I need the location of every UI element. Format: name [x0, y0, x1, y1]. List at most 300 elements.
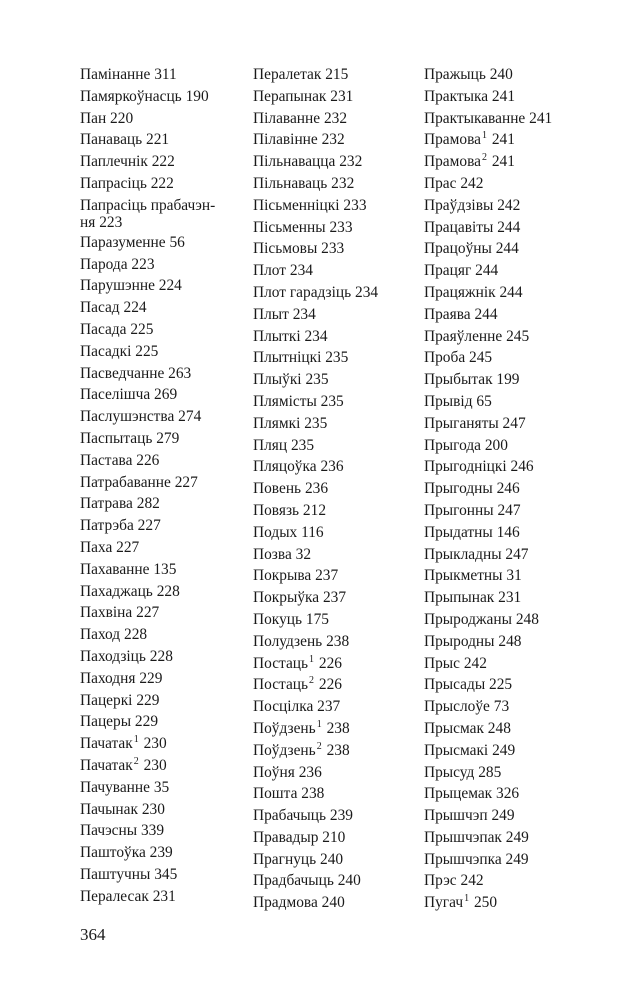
entry-word: Пісьменніцкі	[253, 196, 340, 214]
entry-page: 227	[137, 517, 161, 535]
index-entry	[80, 733, 240, 755]
entry-word: Праяўленне	[424, 327, 503, 345]
index-entry	[80, 668, 240, 690]
index-entry	[80, 232, 240, 254]
entry-word: Пачатак	[80, 735, 133, 753]
entry-page: 227	[136, 604, 160, 622]
index-entry	[80, 559, 240, 581]
entry-word: Поўдзень	[253, 719, 316, 737]
entry-page: 237	[322, 589, 347, 607]
entry-page: 226	[318, 654, 342, 672]
entry-word: Паха	[80, 538, 113, 556]
entry-word: Пачатак	[80, 756, 133, 774]
entry-page: 73	[493, 698, 510, 716]
entry-page: 31	[506, 567, 522, 585]
entry-word: Прагнуць	[253, 850, 317, 868]
entry-page: 230	[143, 735, 167, 753]
entry-page: 246	[510, 458, 534, 476]
entry-page: 221	[146, 131, 170, 149]
index-entry	[253, 609, 413, 631]
entry-page: 233	[343, 196, 367, 214]
index-entry	[253, 762, 413, 784]
entry-word: Прысуд	[424, 763, 475, 781]
entry-word: Пацеры	[80, 713, 132, 731]
index-entry	[253, 282, 413, 304]
entry-word: Практыка	[424, 87, 489, 105]
entry-homonym-number: 2	[481, 152, 487, 164]
entry-word: Позва	[253, 545, 292, 563]
entry-page: 238	[301, 785, 325, 803]
entry-word: Прыпынак	[424, 589, 495, 607]
index-entry	[80, 690, 240, 712]
entry-word: Паштучны	[80, 865, 151, 883]
entry-page: 231	[330, 87, 354, 105]
index-entry	[424, 609, 594, 631]
entry-word: Пахаджаць	[80, 582, 153, 600]
index-entry	[253, 783, 413, 805]
entry-word: Паселішча	[80, 386, 151, 404]
entry-word: Пілавінне	[253, 131, 318, 149]
entry-word: Паспытаць	[80, 429, 153, 447]
entry-word: Панаваць	[80, 131, 143, 149]
entry-page: 146	[496, 523, 520, 541]
entry-page: 135	[153, 560, 177, 578]
entry-word: Плямісты	[253, 392, 317, 410]
entry-word: Працавіты	[424, 218, 494, 236]
entry-word: Пляцоўка	[253, 458, 317, 476]
entry-word: Покрыўка	[253, 589, 320, 607]
entry-word: Прабачыць	[253, 807, 327, 825]
entry-word: Проба	[424, 349, 466, 367]
index-entry	[253, 326, 413, 348]
entry-word: Прас	[424, 174, 457, 192]
index-entry	[253, 129, 413, 151]
entry-page: 230	[141, 800, 165, 818]
index-entry	[424, 740, 594, 762]
index-entry	[80, 297, 240, 319]
entry-page: 238	[326, 632, 350, 650]
entry-page: 239	[329, 807, 353, 825]
entry-page: 241	[491, 153, 515, 171]
entry-page: 274	[178, 408, 202, 426]
entry-page: 190	[185, 87, 209, 105]
entry-page: 239	[149, 844, 173, 862]
index-entry	[253, 435, 413, 457]
index-entry	[80, 864, 240, 886]
index-entry	[424, 718, 594, 740]
index-entry	[424, 870, 594, 892]
index-entry	[80, 820, 240, 842]
index-entry	[253, 456, 413, 478]
entry-word: Плот гарадзіць	[253, 283, 352, 301]
index-entry	[424, 86, 594, 108]
index-entry	[80, 777, 240, 799]
entry-word: Пісьмовы	[253, 240, 318, 258]
index-entry	[253, 173, 413, 195]
entry-page: 245	[469, 349, 493, 367]
index-entry	[80, 472, 240, 494]
entry-word: Поўдзень	[253, 741, 316, 759]
entry-page: 224	[123, 299, 147, 317]
entry-page: 65	[476, 392, 492, 410]
entry-homonym-number: 1	[464, 893, 470, 905]
entry-page: 247	[502, 414, 526, 432]
entry-word: Пражыць	[424, 66, 486, 83]
entry-word: Паходня	[80, 669, 136, 687]
index-entry	[424, 587, 594, 609]
entry-page: 244	[497, 218, 521, 236]
entry-word: Прыдатны	[424, 523, 493, 541]
index-entry	[253, 238, 413, 260]
entry-homonym-number: 1	[481, 130, 487, 142]
entry-page: 210	[322, 828, 346, 846]
entry-word: Прысмак	[424, 719, 484, 737]
index-entry	[424, 849, 594, 871]
entry-word: Повень	[253, 480, 302, 498]
index-entry	[253, 696, 413, 718]
index-entry	[80, 151, 240, 173]
entry-word: Пахвіна	[80, 604, 133, 622]
entry-word: Пасад	[80, 299, 120, 317]
entry-page: 236	[304, 480, 329, 498]
entry-homonym-number: 1	[316, 718, 322, 730]
entry-word: Прышчэп	[424, 807, 488, 825]
index-entry	[253, 64, 413, 86]
entry-page: 248	[498, 632, 522, 650]
index-entry	[80, 842, 240, 864]
index-entry	[424, 238, 594, 260]
index-entry	[80, 363, 240, 385]
index-entry	[424, 282, 594, 304]
index-entry	[80, 64, 240, 86]
index-entry	[424, 129, 594, 151]
entry-word: Прыбытак	[424, 371, 493, 389]
entry-page: 249	[491, 807, 515, 825]
index-entry	[424, 892, 594, 914]
entry-page: 228	[156, 582, 180, 600]
index-entry	[253, 892, 413, 914]
entry-word: Пілаванне	[253, 109, 321, 127]
index-entry	[80, 755, 240, 777]
index-entry	[424, 674, 594, 696]
entry-page: 226	[318, 676, 342, 694]
index-entry	[80, 711, 240, 733]
entry-page: 228	[124, 626, 148, 644]
index-entry	[253, 849, 413, 871]
entry-word: Плыт	[253, 305, 289, 323]
entry-page: 248	[515, 610, 539, 628]
index-entry	[253, 151, 413, 173]
entry-page: 236	[298, 763, 322, 781]
entry-word: Пільнавацца	[253, 153, 336, 171]
entry-word: Практыкаванне	[424, 109, 526, 127]
index-entry	[424, 347, 594, 369]
entry-word: Прыслоўе	[424, 698, 490, 716]
entry-word: Пацеркі	[80, 691, 133, 709]
index-entry	[424, 805, 594, 827]
entry-word: Подых	[253, 523, 298, 541]
index-entry	[80, 799, 240, 821]
index-entry	[253, 587, 413, 609]
index-entry	[424, 151, 594, 173]
entry-word: Пахаванне	[80, 560, 150, 578]
entry-page: 250	[473, 894, 498, 912]
entry-page: 200	[484, 436, 508, 454]
entry-page: 231	[152, 887, 176, 905]
index-entry	[424, 413, 594, 435]
index-entry	[253, 500, 413, 522]
index-entry	[424, 631, 594, 653]
entry-page: 227	[116, 538, 140, 556]
index-entry	[424, 456, 594, 478]
entry-page: 222	[151, 153, 175, 171]
index-entry	[253, 522, 413, 544]
entry-word: Прыгонны	[424, 501, 494, 519]
entry-page: 246	[496, 480, 520, 498]
entry-word: Прыгода	[424, 436, 481, 454]
index-entry	[424, 435, 594, 457]
entry-page: 227	[174, 473, 198, 491]
entry-page: 263	[168, 364, 192, 382]
entry-word: Повязь	[253, 501, 300, 519]
index-entry	[253, 805, 413, 827]
index-entry	[253, 304, 413, 326]
entry-word: Прысмакі	[424, 741, 489, 759]
entry-word: Паплечнік	[80, 153, 148, 171]
entry-word: Патрэба	[80, 517, 134, 535]
index-entry	[80, 581, 240, 603]
entry-page: 234	[292, 305, 316, 323]
entry-page: 240	[321, 894, 345, 912]
index-entry	[253, 718, 413, 740]
entry-word: Поўня	[253, 763, 295, 781]
entry-page: 241	[491, 131, 515, 149]
entry-page: 244	[499, 283, 523, 301]
index-entry	[80, 195, 240, 232]
entry-page: 282	[136, 495, 160, 513]
entry-homonym-number: 1	[309, 653, 315, 665]
entry-word: Пасадкі	[80, 342, 132, 360]
entry-word: Постаць	[253, 676, 309, 694]
entry-word: Плямкі	[253, 414, 301, 432]
entry-page: 223	[131, 255, 155, 273]
entry-word: Пералетак	[253, 66, 322, 83]
entry-page: 233	[329, 218, 353, 236]
entry-word: Покуць	[253, 610, 303, 628]
entry-page: 238	[326, 719, 350, 737]
entry-page: 240	[489, 66, 513, 83]
index-column-2	[253, 64, 413, 914]
entry-page: 235	[290, 436, 315, 454]
entry-word: Прыкладны	[424, 545, 502, 563]
entry-word: Пугач	[424, 894, 464, 912]
entry-page: 235	[325, 349, 349, 367]
entry-word: Плыткі	[253, 327, 301, 345]
index-entry	[253, 413, 413, 435]
entry-page: 224	[158, 277, 182, 295]
entry-word: Прыгодніцкі	[424, 458, 507, 476]
index-entry	[80, 173, 240, 195]
entry-page: 242	[497, 196, 521, 214]
entry-word: Плыўкі	[253, 371, 302, 389]
index-entry	[80, 86, 240, 108]
index-entry	[80, 384, 240, 406]
index-entry	[80, 428, 240, 450]
index-entry	[253, 740, 413, 762]
entry-word: Пісьменны	[253, 218, 326, 236]
entry-page: 241	[491, 87, 516, 105]
entry-page: 220	[110, 109, 134, 127]
entry-word: Плот	[253, 262, 287, 280]
entry-page: 223	[99, 213, 123, 231]
index-entry	[253, 674, 413, 696]
index-entry	[80, 450, 240, 472]
entry-page: 232	[323, 109, 348, 127]
entry-page: 226	[136, 451, 160, 469]
entry-homonym-number: 2	[309, 675, 315, 687]
entry-word: Пасада	[80, 320, 127, 338]
entry-page: 339	[140, 822, 165, 840]
entry-word: Парода	[80, 255, 128, 273]
entry-word: Паслушэнства	[80, 408, 175, 426]
entry-page: 237	[315, 567, 339, 585]
index-entry	[253, 86, 413, 108]
entry-page: 232	[331, 174, 355, 192]
entry-word: Паразуменне	[80, 233, 166, 251]
index-entry	[253, 653, 413, 675]
entry-page: 237	[317, 698, 341, 716]
index-entry	[80, 129, 240, 151]
entry-word: Працоўны	[424, 240, 492, 258]
entry-word: Папрасіць прабачэн-	[80, 196, 216, 214]
entry-page: 212	[302, 501, 327, 519]
entry-word: Пільнаваць	[253, 174, 328, 192]
index-entry	[253, 369, 413, 391]
entry-page: 249	[492, 741, 516, 759]
entry-page: 244	[495, 240, 519, 258]
entry-continuation	[80, 214, 240, 231]
index-entry	[424, 544, 594, 566]
entry-page: 229	[139, 669, 163, 687]
entry-word: Пастава	[80, 451, 133, 469]
entry-page: 234	[304, 327, 328, 345]
index-entry	[253, 631, 413, 653]
entry-word: Прышчэпка	[424, 850, 502, 868]
entry-word: Паходзіць	[80, 647, 146, 665]
entry-page: 244	[475, 262, 499, 280]
entry-page: 234	[289, 262, 313, 280]
entry-page: 222	[150, 174, 174, 192]
entry-word: Памінанне	[80, 66, 151, 83]
index-entry	[253, 108, 413, 130]
index-entry	[424, 522, 594, 544]
index-entry	[424, 217, 594, 239]
entry-page: 231	[498, 589, 522, 607]
entry-word: Папрасіць	[80, 174, 147, 192]
entry-word: Пачуванне	[80, 778, 150, 796]
index-entry	[80, 515, 240, 537]
index-entry	[80, 646, 240, 668]
entry-word: Пачынак	[80, 800, 138, 818]
entry-page: 242	[463, 654, 487, 672]
entry-page: 279	[156, 429, 180, 447]
entry-word: Праява	[424, 305, 471, 323]
entry-word: Працяжнік	[424, 283, 496, 301]
entry-page: 229	[134, 713, 159, 731]
index-entry	[424, 696, 594, 718]
index-entry	[424, 326, 594, 348]
entry-word: Прыроджаны	[424, 610, 512, 628]
entry-word: Прывід	[424, 392, 473, 410]
entry-word: Пачэсны	[80, 822, 138, 840]
index-entry	[424, 108, 594, 130]
entry-word: Прадмова	[253, 894, 318, 912]
entry-page: 311	[154, 66, 177, 83]
index-entry	[424, 304, 594, 326]
entry-word: Пошта	[253, 785, 298, 803]
entry-word: Прэс	[424, 872, 457, 890]
index-entry	[80, 254, 240, 276]
entry-page: 326	[496, 785, 520, 803]
entry-page: 248	[487, 719, 511, 737]
entry-page: 199	[496, 371, 520, 389]
index-entry	[253, 347, 413, 369]
entry-page: 240	[337, 872, 361, 890]
index-entry	[424, 195, 594, 217]
entry-page: 236	[320, 458, 344, 476]
entry-word: Прысады	[424, 676, 486, 694]
entry-word: Правадыр	[253, 828, 319, 846]
entry-page: 240	[320, 850, 344, 868]
entry-page: 56	[169, 233, 185, 251]
entry-page: 35	[153, 778, 170, 796]
entry-page: 215	[325, 66, 349, 83]
entry-page: 249	[505, 828, 529, 846]
entry-word: Прыганяты	[424, 414, 499, 432]
entry-homonym-number: 2	[133, 755, 139, 767]
index-entry	[253, 870, 413, 892]
entry-page: 234	[355, 283, 379, 301]
index-entry	[424, 173, 594, 195]
entry-word: Прыродны	[424, 632, 495, 650]
index-entry	[424, 827, 594, 849]
entry-page: 228	[149, 647, 173, 665]
entry-word-continuation: ня	[80, 213, 96, 231]
entry-page: 345	[154, 865, 178, 883]
entry-page: 269	[154, 386, 178, 404]
entry-page: 235	[305, 371, 329, 389]
index-column-3	[424, 64, 594, 914]
entry-word: Прыгодны	[424, 480, 493, 498]
entry-page: 245	[506, 327, 530, 345]
index-entry	[424, 783, 594, 805]
entry-page: 244	[474, 305, 498, 323]
index-entry	[424, 653, 594, 675]
entry-word: Прыкметны	[424, 567, 503, 585]
index-entry	[253, 391, 413, 413]
index-entry	[424, 500, 594, 522]
index-entry	[424, 64, 594, 86]
entry-page: 232	[321, 131, 345, 149]
entry-page: 233	[321, 240, 345, 258]
entry-word: Патрава	[80, 495, 133, 513]
entry-word: Парушэнне	[80, 277, 155, 295]
entry-page: 238	[326, 741, 350, 759]
entry-page: 230	[143, 756, 167, 774]
entry-page: 175	[305, 610, 329, 628]
entry-word: Патрабаванне	[80, 473, 171, 491]
index-entry	[80, 602, 240, 624]
